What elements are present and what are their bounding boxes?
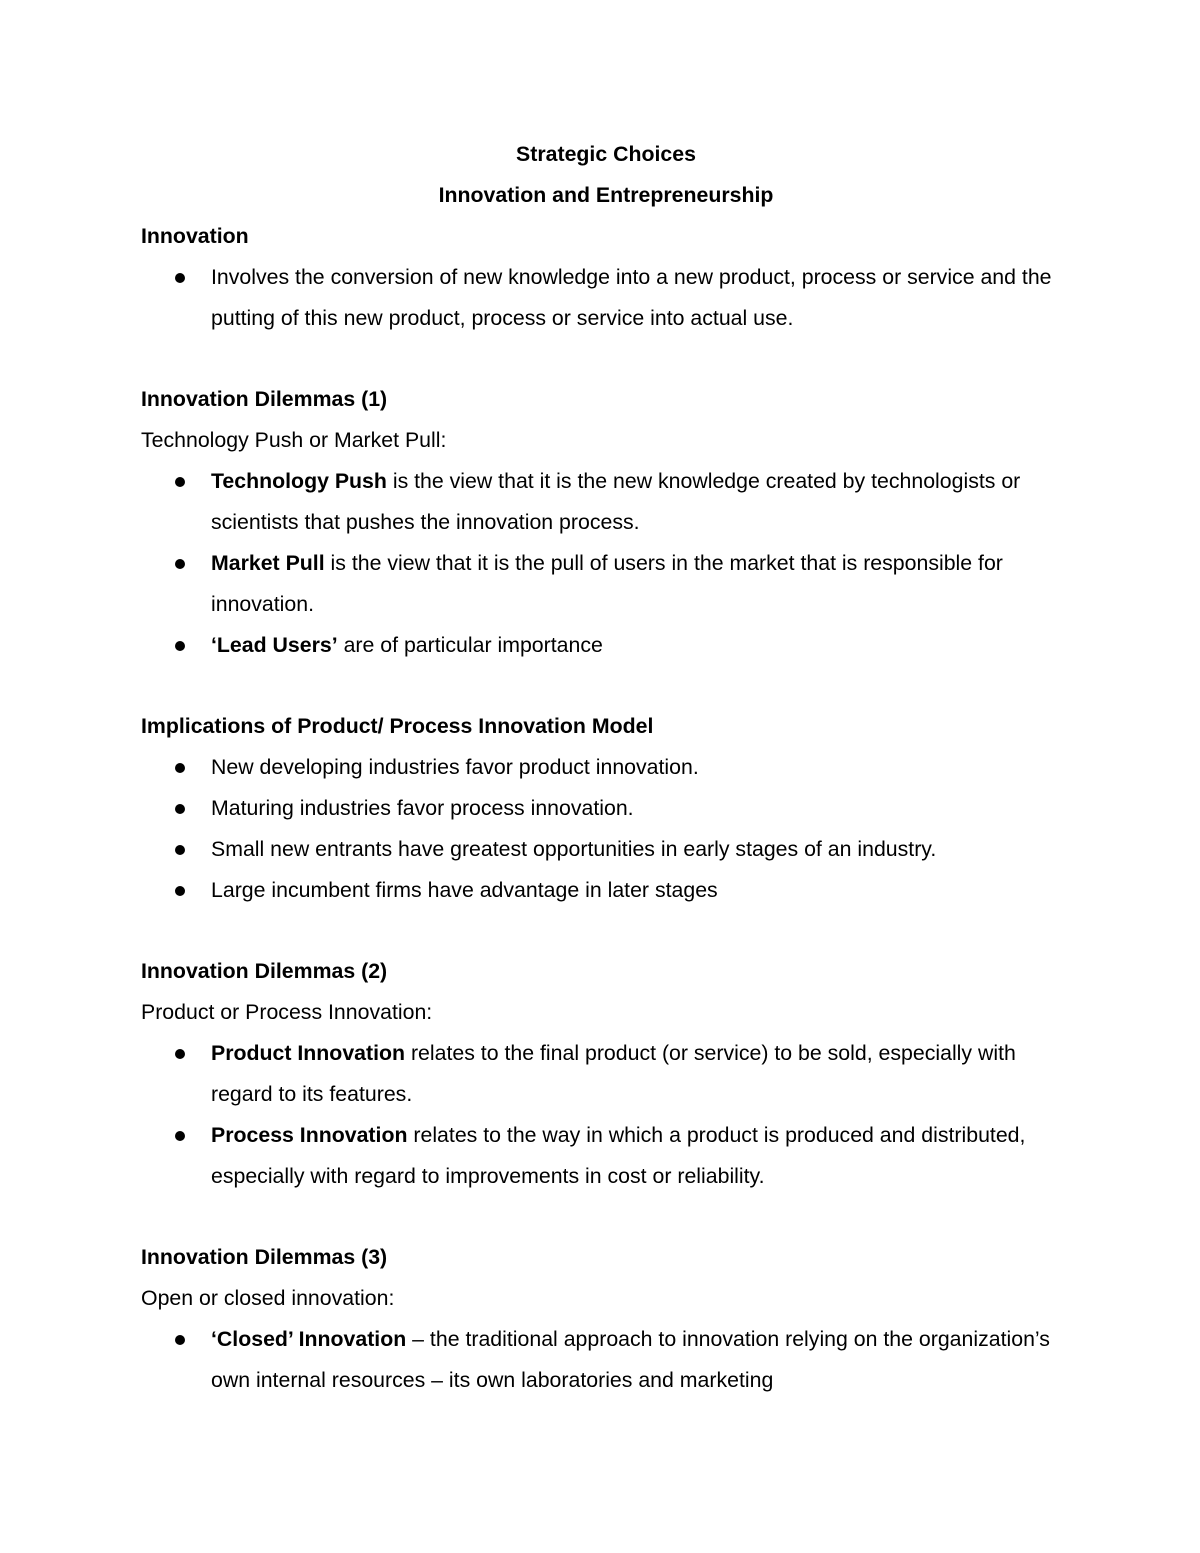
section-heading: Innovation bbox=[141, 224, 249, 248]
item-term: Technology Push bbox=[211, 469, 387, 493]
item-text: Involves the conversion of new knowledge into a new product, process or service and the putting of this new product, process or service into actual use. bbox=[211, 265, 1052, 330]
bullet-icon bbox=[175, 804, 185, 814]
section-innovation-dilemmas-3 bbox=[141, 1237, 1071, 1401]
list-item bbox=[141, 1115, 1071, 1197]
bullet-list bbox=[141, 747, 1071, 911]
list-item bbox=[141, 747, 1071, 788]
spacer bbox=[141, 339, 1071, 379]
bullet-list bbox=[141, 1319, 1071, 1401]
bullet-list bbox=[141, 461, 1071, 666]
document-body bbox=[141, 134, 1071, 1401]
item-term: Product Innovation bbox=[211, 1041, 406, 1065]
list-item bbox=[141, 625, 1071, 666]
list-item bbox=[141, 829, 1071, 870]
bullet-list bbox=[141, 1033, 1071, 1197]
list-item bbox=[141, 870, 1071, 911]
section-implications bbox=[141, 706, 1071, 911]
list-item bbox=[141, 788, 1071, 829]
section-heading: Implications of Product/ Process Innovation Model bbox=[141, 714, 654, 738]
item-term: ‘Closed’ Innovation bbox=[211, 1327, 407, 1351]
section-heading: Innovation Dilemmas (2) bbox=[141, 959, 388, 983]
section-intro: Product or Process Innovation: bbox=[141, 1000, 433, 1024]
list-item bbox=[141, 1033, 1071, 1115]
item-text: relates to the way in which a product is produced and distributed, especially with regard to improvements in cost or reliability. bbox=[211, 1123, 1026, 1188]
item-text: Large incumbent firms have advantage in later stages bbox=[211, 878, 718, 902]
section-innovation bbox=[141, 216, 1071, 339]
section-heading: Innovation Dilemmas (3) bbox=[141, 1245, 388, 1269]
bullet-icon bbox=[175, 886, 185, 896]
section-innovation-dilemmas-1 bbox=[141, 379, 1071, 666]
spacer bbox=[141, 1197, 1071, 1237]
spacer bbox=[141, 911, 1071, 951]
item-text: is the view that it is the new knowledge created by technologists or scientists that pushes the innovation process. bbox=[211, 469, 1021, 534]
item-term: Market Pull bbox=[211, 551, 325, 575]
bullet-list bbox=[141, 257, 1071, 339]
list-item bbox=[141, 461, 1071, 543]
spacer bbox=[141, 666, 1071, 706]
item-text: Maturing industries favor process innovation. bbox=[211, 796, 634, 820]
bullet-icon bbox=[175, 641, 185, 651]
list-item bbox=[141, 543, 1071, 625]
bullet-icon bbox=[175, 273, 185, 283]
bullet-icon bbox=[175, 763, 185, 773]
item-text: are of particular importance bbox=[337, 633, 603, 657]
list-item bbox=[141, 257, 1071, 339]
list-item bbox=[141, 1319, 1071, 1401]
item-text: New developing industries favor product innovation. bbox=[211, 755, 699, 779]
document-subtitle: Innovation and Entrepreneurship bbox=[438, 183, 774, 207]
item-term: Process Innovation bbox=[211, 1123, 408, 1147]
document-title: Strategic Choices bbox=[516, 142, 696, 166]
bullet-icon bbox=[175, 845, 185, 855]
item-text: is the view that it is the pull of users in the market that is responsible for innovation. bbox=[211, 551, 1003, 616]
bullet-icon bbox=[175, 1335, 185, 1345]
item-text: – the traditional approach to innovation relying on the organization’s own internal resources – its own laboratories and marketing bbox=[211, 1327, 1050, 1392]
section-intro: Technology Push or Market Pull: bbox=[141, 428, 447, 452]
section-heading: Innovation Dilemmas (1) bbox=[141, 387, 388, 411]
section-innovation-dilemmas-2 bbox=[141, 951, 1071, 1197]
bullet-icon bbox=[175, 477, 185, 487]
bullet-icon bbox=[175, 1049, 185, 1059]
item-text: Small new entrants have greatest opportunities in early stages of an industry. bbox=[211, 837, 937, 861]
bullet-icon bbox=[175, 559, 185, 569]
section-intro: Open or closed innovation: bbox=[141, 1286, 395, 1310]
bullet-icon bbox=[175, 1131, 185, 1141]
item-text: relates to the final product (or service) to be sold, especially with regard to its features. bbox=[211, 1041, 1016, 1106]
item-term: ‘Lead Users’ bbox=[211, 633, 338, 657]
